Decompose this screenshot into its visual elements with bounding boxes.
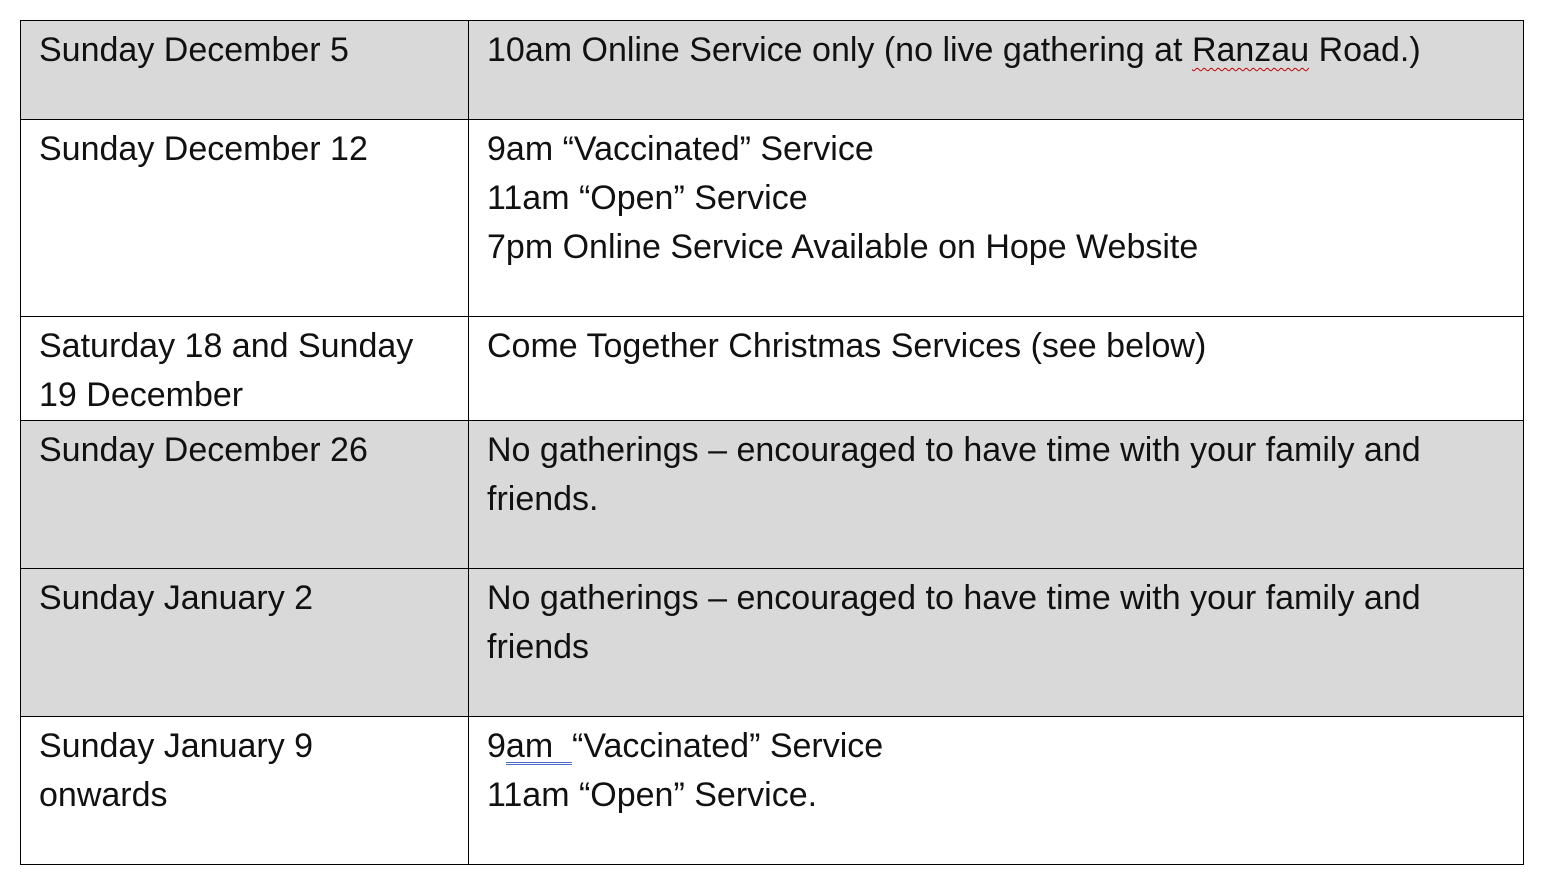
service-line: 9am “Vaccinated” Service xyxy=(487,130,874,168)
date-text: Sunday January 2 xyxy=(39,579,314,617)
date-cell[interactable] xyxy=(21,21,469,120)
service-cell[interactable] xyxy=(469,717,1524,865)
date-text: Sunday December 26 xyxy=(39,431,368,469)
table-row xyxy=(21,717,1524,865)
table-row xyxy=(21,569,1524,717)
date-text: Saturday 18 and Sunday 19 December xyxy=(39,327,414,414)
service-line: 7pm Online Service Available on Hope Website xyxy=(487,228,1199,266)
service-line-start: 9 xyxy=(487,727,506,765)
date-cell[interactable] xyxy=(21,569,469,717)
service-line: 11am “Open” Service xyxy=(487,179,808,217)
service-cell[interactable] xyxy=(469,317,1524,421)
date-cell[interactable] xyxy=(21,717,469,865)
date-cell[interactable] xyxy=(21,317,469,421)
service-schedule-table xyxy=(20,20,1524,865)
table-row xyxy=(21,120,1524,317)
grammar-flagged-text[interactable]: am xyxy=(505,727,573,765)
service-text-start: 10am Online Service only (no live gathering at xyxy=(487,31,1192,69)
service-text xyxy=(487,26,1505,75)
spelling-flagged-word[interactable]: Ranzau xyxy=(1191,31,1310,69)
service-text: Come Together Christmas Services (see below) xyxy=(487,327,1207,365)
service-line-end: “Vaccinated” Service xyxy=(572,727,884,765)
service-line: 11am “Open” Service. xyxy=(487,776,818,814)
date-text: Sunday January 9 onwards xyxy=(39,727,314,814)
date-text: Sunday December 12 xyxy=(39,130,368,168)
date-cell[interactable] xyxy=(21,421,469,569)
service-cell[interactable] xyxy=(469,120,1524,317)
service-line xyxy=(487,722,1505,771)
service-cell[interactable] xyxy=(469,569,1524,717)
date-text: Sunday December 5 xyxy=(39,31,349,69)
table-row xyxy=(21,21,1524,120)
service-cell[interactable] xyxy=(469,421,1524,569)
service-text: No gatherings – encouraged to have time with your family and friends xyxy=(487,579,1421,666)
service-text: No gatherings – encouraged to have time with your family and friends. xyxy=(487,431,1421,518)
table-row xyxy=(21,421,1524,569)
table-row xyxy=(21,317,1524,421)
service-cell[interactable] xyxy=(469,21,1524,120)
date-cell[interactable] xyxy=(21,120,469,317)
service-text-end: Road.) xyxy=(1309,31,1421,69)
